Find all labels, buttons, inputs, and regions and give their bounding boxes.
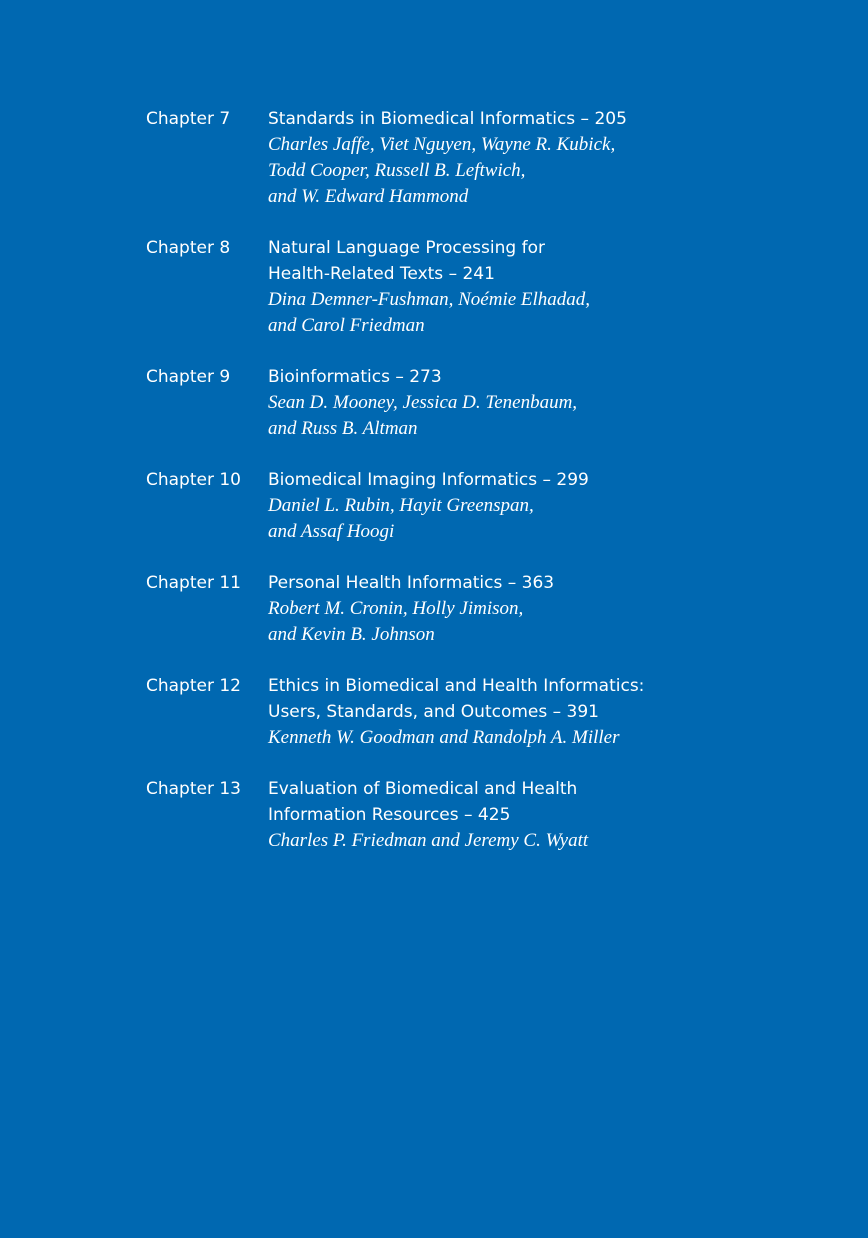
chapter-authors-line: Charles P. Friedman and Jeremy C. Wyatt	[268, 830, 589, 851]
chapter-title-line: Natural Language Processing for	[268, 238, 545, 258]
chapter-authors-line: Kenneth W. Goodman and Randolph A. Miller	[268, 727, 620, 748]
chapter-authors-line: Dina Demner-Fushman, Noémie Elhadad,	[268, 289, 591, 310]
chapter-title-line: Evaluation of Biomedical and Health	[268, 779, 578, 799]
toc-entry-chapter-10	[146, 467, 746, 545]
chapter-number: Chapter 8	[146, 238, 231, 258]
chapter-number: Chapter 13	[146, 779, 242, 799]
toc-entry-chapter-8	[146, 235, 746, 339]
chapter-authors-line: Robert M. Cronin, Holly Jimison,	[268, 598, 524, 619]
chapter-body	[268, 364, 746, 442]
chapter-number: Chapter 9	[146, 367, 231, 387]
chapter-authors-line: Charles Jaffe, Viet Nguyen, Wayne R. Kubick,	[268, 134, 616, 155]
chapter-authors-line: and Carol Friedman	[268, 315, 425, 336]
chapter-number: Chapter 10	[146, 470, 242, 490]
chapter-authors-line: Sean D. Mooney, Jessica D. Tenenbaum,	[268, 392, 578, 413]
chapter-body	[268, 106, 746, 210]
chapter-authors-line: and Russ B. Altman	[268, 418, 418, 439]
chapter-title-line: Bioinformatics – 273	[268, 367, 442, 387]
chapter-authors-line: and Kevin B. Johnson	[268, 624, 435, 645]
chapter-authors-line: Todd Cooper, Russell B. Leftwich,	[268, 160, 526, 181]
chapter-body	[268, 235, 746, 339]
chapter-title-line: Users, Standards, and Outcomes – 391	[268, 702, 600, 722]
chapter-number: Chapter 11	[146, 573, 242, 593]
chapter-title-line: Biomedical Imaging Informatics – 299	[268, 470, 589, 490]
chapter-number: Chapter 7	[146, 109, 231, 129]
chapter-body	[268, 673, 746, 751]
chapter-authors-line: and Assaf Hoogi	[268, 521, 395, 542]
toc-entry-chapter-11	[146, 570, 746, 648]
chapter-authors-line: Daniel L. Rubin, Hayit Greenspan,	[268, 495, 534, 516]
table-of-contents	[146, 106, 746, 879]
chapter-title-line: Personal Health Informatics – 363	[268, 573, 555, 593]
chapter-title-line: Information Resources – 425	[268, 805, 511, 825]
toc-entry-chapter-7	[146, 106, 746, 210]
chapter-title-line: Health-Related Texts – 241	[268, 264, 495, 284]
toc-entry-chapter-12	[146, 673, 746, 751]
chapter-title-line: Ethics in Biomedical and Health Informatics:	[268, 676, 645, 696]
chapter-body	[268, 570, 746, 648]
chapter-authors-line: and W. Edward Hammond	[268, 186, 469, 207]
chapter-body	[268, 467, 746, 545]
toc-entry-chapter-13	[146, 776, 746, 854]
chapter-title-line: Standards in Biomedical Informatics – 205	[268, 109, 627, 129]
chapter-body	[268, 776, 746, 854]
chapter-number: Chapter 12	[146, 676, 242, 696]
toc-entry-chapter-9	[146, 364, 746, 442]
